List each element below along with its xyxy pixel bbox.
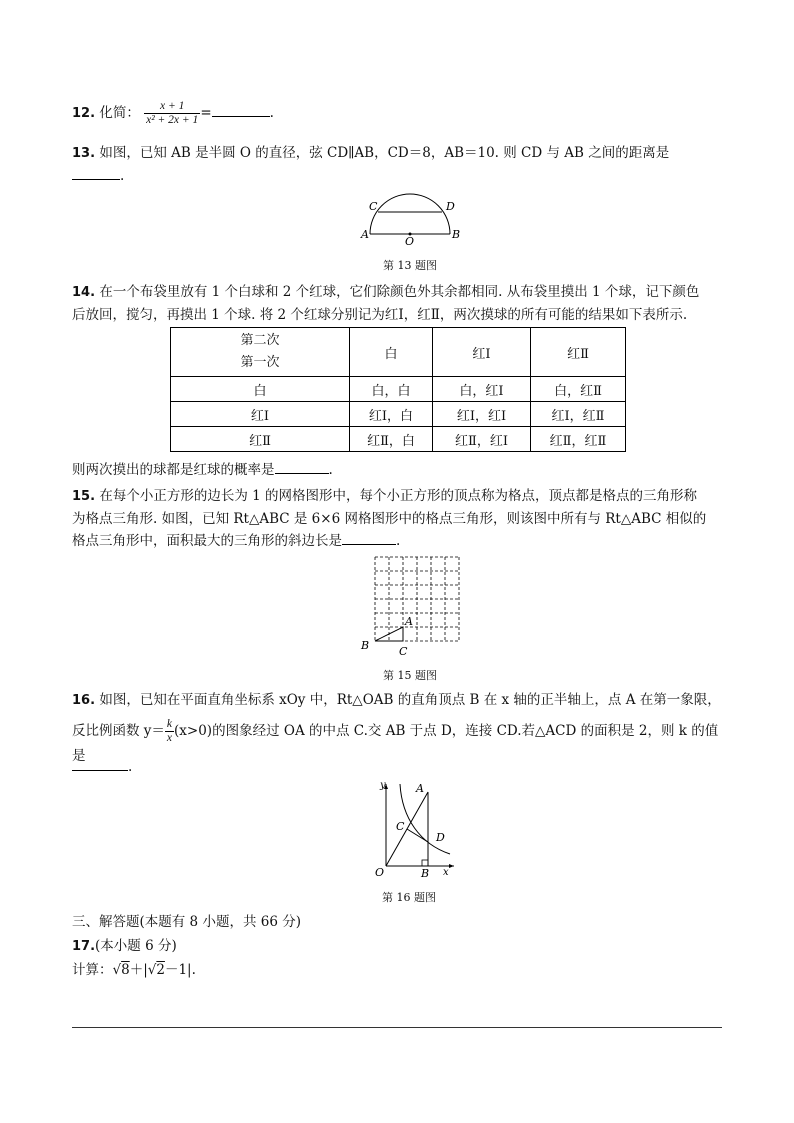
q16-fraction — [165, 718, 174, 745]
question-12 — [72, 100, 722, 127]
label-c: C — [399, 645, 408, 658]
q16-frac-x: x — [166, 732, 173, 744]
col-header: 红Ⅱ — [531, 328, 626, 377]
question-17 — [72, 935, 722, 958]
q13-caption: 第 13 题图 — [383, 259, 437, 272]
q12-numerator: x + 1 — [144, 100, 200, 114]
q14-line3: 则两次摸出的球都是红球的概率是 — [72, 462, 275, 478]
q14-line1: 在一个布袋里放有 1 个白球和 2 个红球，它们除颜色外其余都相同. 从布袋里摸出 1 个球，记下颜色 — [99, 284, 700, 300]
question-14 — [72, 281, 722, 326]
q16-coordinate-figure — [370, 778, 460, 880]
q15-number: 15. — [72, 489, 96, 504]
label-d: D — [436, 831, 445, 844]
q17-head: (本小题 6 分) — [95, 938, 177, 954]
q13-semicircle-figure — [360, 190, 470, 250]
q16-number: 16. — [72, 693, 96, 708]
q14-question-line — [72, 459, 722, 481]
label-c: C — [369, 200, 378, 213]
table-cell: 红Ⅰ，红Ⅱ — [531, 402, 626, 427]
q14-end: . — [328, 462, 333, 478]
label-o: O — [405, 235, 415, 248]
q14-answer-blank[interactable] — [275, 459, 329, 474]
q12-end: . — [269, 105, 274, 121]
q16-frac-k: k — [166, 718, 173, 730]
row-header: 白 — [171, 377, 350, 402]
dashed-grid — [375, 557, 459, 641]
table-row — [171, 427, 626, 452]
q17-number: 17. — [72, 939, 96, 954]
label-y: y — [380, 780, 386, 791]
q15-line3: 格点三角形中，面积最大的三角形的斜边长是 — [72, 533, 342, 549]
label-b: B — [361, 639, 370, 652]
q16-answer-blank[interactable] — [72, 756, 128, 771]
table-corner-cell — [171, 328, 350, 377]
q12-answer-blank[interactable] — [212, 102, 270, 117]
q12-text: 化简： — [99, 105, 140, 121]
q16-caption: 第 16 题图 — [382, 891, 436, 904]
label-b: B — [452, 228, 461, 241]
col-header: 白 — [350, 328, 433, 377]
q17-expression-line — [72, 959, 722, 981]
label-a: A — [416, 782, 424, 795]
col-header: 红Ⅰ — [433, 328, 531, 377]
label-b: B — [421, 867, 430, 880]
q16-answer-line — [72, 756, 722, 778]
q17-calc-label: 计算： — [72, 962, 113, 978]
q12-number: 12. — [72, 106, 96, 121]
q17-expr-c: ＋|√ — [129, 962, 157, 978]
q16-line2b: (x>0)的图象经过 OA 的中点 C.交 AB 于点 D，连接 CD.若△ACD 的面积是 2，则 k 的值是 — [72, 723, 719, 764]
q15-end: . — [396, 533, 401, 549]
question-13 — [72, 142, 722, 187]
table-cell: 红Ⅰ，白 — [350, 402, 433, 427]
q15-grid-figure — [355, 553, 467, 659]
corner-bottom: 第一次 — [240, 355, 280, 370]
label-x: x — [443, 867, 449, 878]
label-a: A — [405, 615, 413, 628]
q15-caption: 第 15 题图 — [383, 669, 437, 682]
q17-expr-b: 8 — [121, 962, 130, 978]
q14-result-table — [170, 327, 626, 452]
segment-cd — [407, 829, 428, 842]
table-cell: 红Ⅰ，红Ⅰ — [433, 402, 531, 427]
label-d: D — [446, 200, 455, 213]
q13-end: . — [120, 168, 125, 184]
semicircle-arc — [370, 194, 450, 234]
q13-text: 如图，已知 AB 是半圆 O 的直径，弦 CD∥AB，CD＝8，AB＝10. 则 CD 与 AB 之间的距离是 — [99, 145, 670, 161]
q17-expr-a: √ — [112, 962, 122, 978]
table-row — [171, 402, 626, 427]
q14-line2: 后放回，搅匀，再摸出 1 个球. 将 2 个红球分别记为红Ⅰ，红Ⅱ，两次摸球的所有可能的结果如下表所示. — [72, 307, 688, 323]
table-cell: 红Ⅱ，白 — [350, 427, 433, 452]
corner-top: 第二次 — [240, 333, 280, 348]
row-header: 红Ⅱ — [171, 427, 350, 452]
q12-fraction — [144, 100, 200, 127]
label-c: C — [396, 820, 405, 833]
question-15 — [72, 485, 722, 552]
q12-equals: = — [200, 105, 212, 121]
table-cell: 白，红Ⅱ — [531, 377, 626, 402]
q15-line1: 在每个小正方形的边长为 1 的网格图形中，每个小正方形的顶点称为格点，顶点都是格点的三角形称 — [99, 488, 697, 504]
table-cell: 白，红Ⅰ — [433, 377, 531, 402]
q17-expr-e: －1|. — [164, 962, 196, 978]
q13-answer-blank[interactable] — [72, 165, 120, 180]
table-cell: 白，白 — [350, 377, 433, 402]
q15-answer-blank[interactable] — [342, 530, 396, 545]
q17-expr-d: 2 — [156, 962, 165, 978]
section-3-heading: 三、解答题(本题有 8 小题，共 66 分) — [72, 914, 301, 930]
table-cell: 红Ⅱ，红Ⅰ — [433, 427, 531, 452]
label-o: O — [375, 866, 385, 879]
q13-number: 13. — [72, 146, 96, 161]
q16-line1: 如图，已知在平面直角坐标系 xOy 中，Rt△OAB 的直角顶点 B 在 x 轴的正半轴上，点 A 在第一象限， — [99, 692, 721, 708]
q12-denominator: x² + 2x + 1 — [146, 114, 199, 126]
row-header: 红Ⅰ — [171, 402, 350, 427]
footer-rule — [72, 1027, 722, 1028]
q15-line2: 为格点三角形. 如图，已知 Rt△ABC 是 6×6 网格图形中的格点三角形，则该图中所有与 Rt△ABC 相似的 — [72, 511, 707, 527]
q16-line2a: 反比例函数 y＝ — [72, 723, 165, 739]
q16-end: . — [128, 759, 133, 775]
q14-number: 14. — [72, 285, 96, 300]
table-cell: 红Ⅱ，红Ⅱ — [531, 427, 626, 452]
table-row — [171, 377, 626, 402]
question-16 — [72, 689, 722, 712]
label-a: A — [361, 228, 369, 241]
